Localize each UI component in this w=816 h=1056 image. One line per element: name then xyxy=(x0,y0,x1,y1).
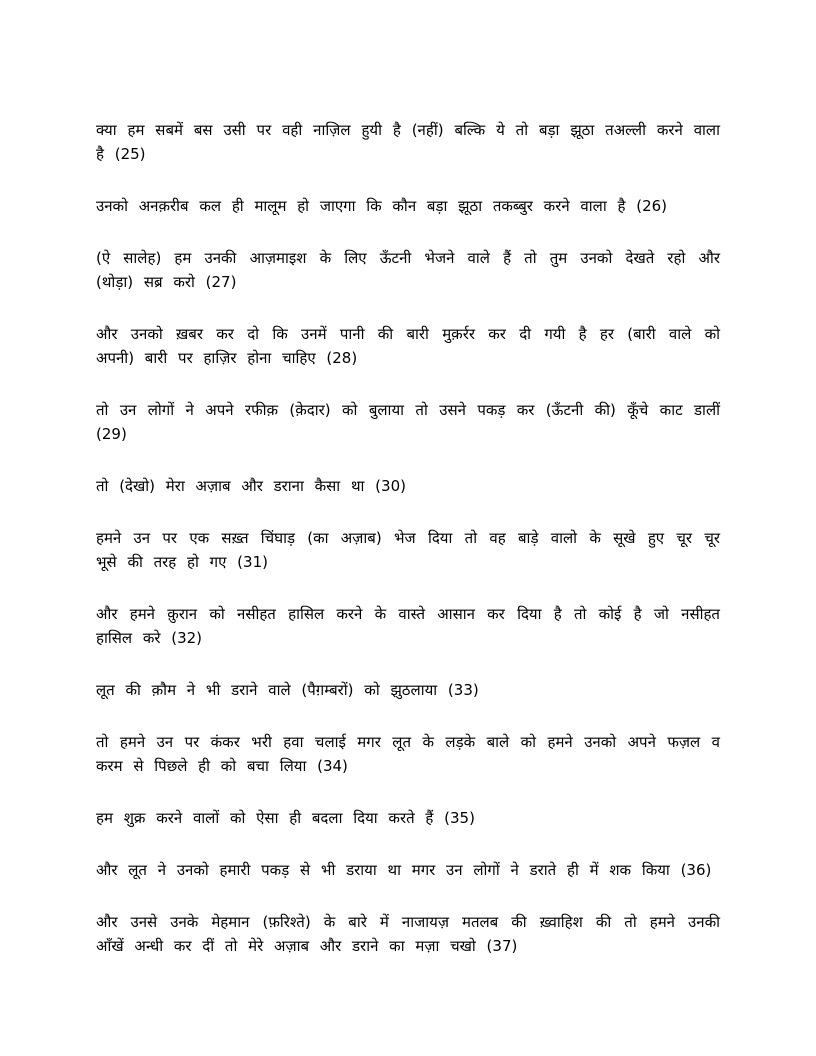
verse-25: क्या हम सबमें बस उसी पर वही नाज़िल हुयी है (नहीं) बल्कि ये तो बड़ा झूठा तअल्ली करने वाला है (25) xyxy=(96,121,720,163)
verse-31: हमने उन पर एक सख़्त चिंघाड़ (का अज़ाब) भेज दिया तो वह बाड़े वालो के सूखे हुए चूर चूर भूसे की तरह हो गए (31) xyxy=(96,529,720,571)
verse-32: और हमने क़ुरान को नसीहत हासिल करने के वास्ते आसान कर दिया है तो कोई है जो नसीहत हासिल करे (32) xyxy=(96,605,720,647)
verse-37: और उनसे उनके मेहमान (फ़रिश्ते) के बारे में नाजायज़ मतलब की ख़्वाहिश की तो हमने उनकी आँखें अन्धी कर दीं तो मेरे अज़ाब और डराने का मज़ा चखो (37) xyxy=(96,913,720,955)
verse-26: उनको अनक़रीब कल ही मालूम हो जाएगा कि कौन बड़ा झूठा तकब्बुर करने वाला है (26) xyxy=(96,197,668,215)
verse-34: तो हमने उन पर कंकर भरी हवा चलाई मगर लूत के लड़के बाले को हमने उनको अपने फज़ल व करम से पिछले ही को बचा लिया (34) xyxy=(96,733,720,775)
verse-28: और उनको ख़बर कर दो कि उनमें पानी की बारी मुक़र्रर कर दी गयी है हर (बारी वाले को अपनी) बारी पर हाज़िर होना चाहिए (28) xyxy=(96,325,720,367)
verse-33: लूत की क़ौम ने भी डराने वाले (पैग़म्बरों) को झुठलाया (33) xyxy=(96,681,479,699)
verse-27: (ऐ सालेह) हम उनकी आज़माइश के लिए ऊँटनी भेजने वाले हैं तो तुम उनको देखते रहो और (थोड़ा) सब्र करो (27) xyxy=(96,249,720,291)
verse-36: और लूत ने उनको हमारी पकड़ से भी डराया था मगर उन लोगों ने डराते ही में शक किया (36) xyxy=(96,861,712,879)
verse-29: तो उन लोगों ने अपने रफीक़ (क़ेदार) को बुलाया तो उसने पकड़ कर (ऊँटनी की) कूँचे काट डालीं (29) xyxy=(96,401,720,443)
verse-35: हम शुक्र करने वालों को ऐसा ही बदला दिया करते हैं (35) xyxy=(96,809,475,827)
verse-30: तो (देखो) मेरा अज़ाब और डराना कैसा था (30) xyxy=(96,477,406,495)
